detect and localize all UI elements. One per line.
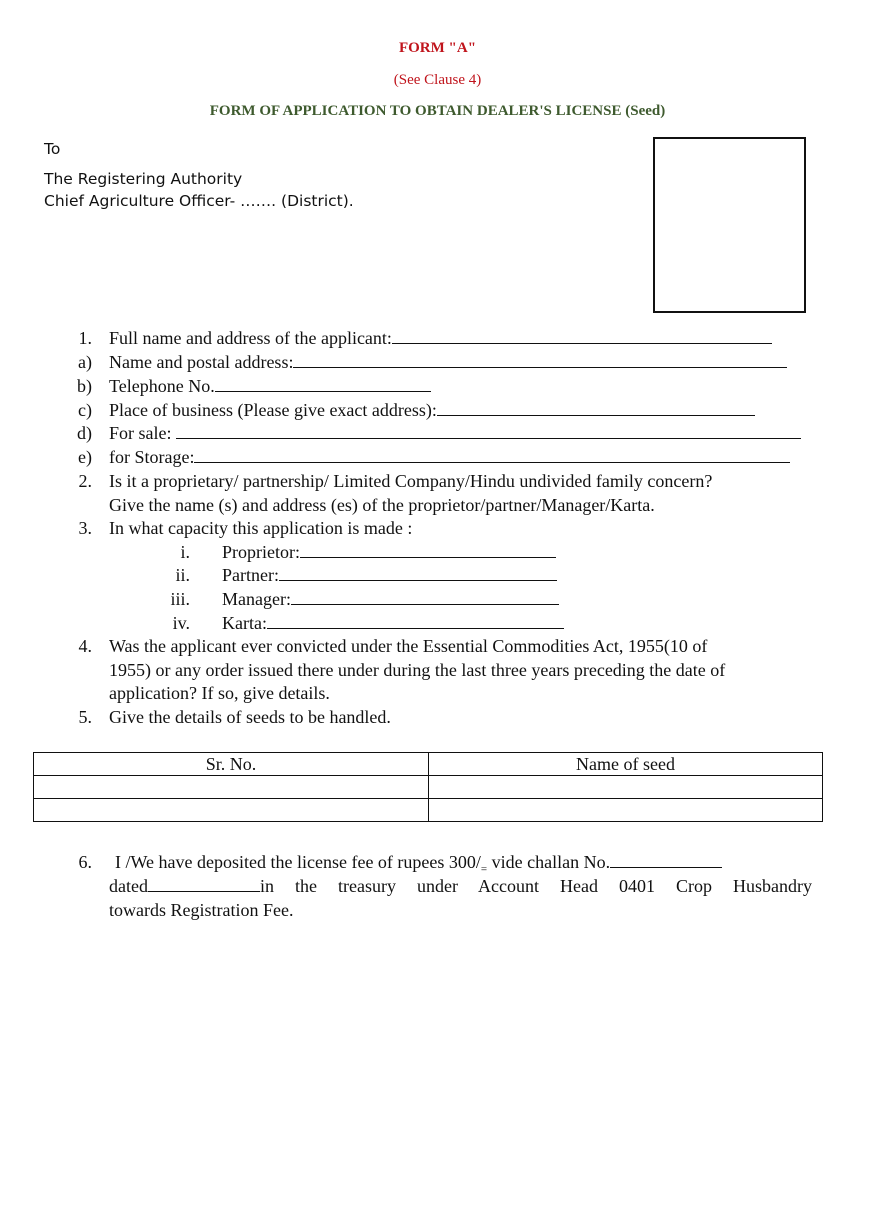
item-4-line1: Was the applicant ever convicted under the Essential Commodities Act, 1955(10 of <box>109 636 708 656</box>
item-4-line3: application? If so, give details. <box>109 683 330 703</box>
item-a-label: Name and postal address: <box>109 352 294 372</box>
photo-box <box>653 137 806 313</box>
telephone-field[interactable] <box>215 375 431 392</box>
challan-date-field[interactable] <box>148 875 260 892</box>
roman-numeral: iv. <box>172 613 190 633</box>
item-6-line3: towards Registration Fee. <box>109 900 294 920</box>
item-6-part2: vide challan No. <box>487 852 611 872</box>
place-of-business-field[interactable] <box>437 399 755 416</box>
form-title: FORM "A" <box>398 40 477 56</box>
applicant-name-field[interactable] <box>392 327 772 344</box>
address-to: To <box>44 140 61 158</box>
table-cell[interactable] <box>34 776 429 799</box>
item-number: e) <box>78 447 92 467</box>
item-e-label: for Storage: <box>109 447 195 467</box>
capacity-label: Partner: <box>222 565 279 585</box>
item-6-part1: I /We have deposited the license fee of rupees 300/ <box>115 852 481 872</box>
item-number: b) <box>77 376 92 396</box>
table-cell[interactable] <box>34 799 429 822</box>
form-heading-text: FORM OF APPLICATION TO OBTAIN DEALER'S LICENSE <box>209 103 622 119</box>
item-number: 6. <box>78 852 92 872</box>
item-number: 2. <box>78 471 92 491</box>
column-header-name-of-seed: Name of seed <box>429 753 823 776</box>
item-number: a) <box>78 352 92 372</box>
item-number: 5. <box>78 707 92 727</box>
item-b-label: Telephone No. <box>109 376 215 396</box>
clause-reference: (See Clause 4) <box>393 72 482 88</box>
item-6-sub: = <box>480 863 488 876</box>
item-1-label: Full name and address of the applicant: <box>109 328 392 348</box>
item-2-line1: Is it a proprietary/ partnership/ Limited Company/Hindu undivided family concern? <box>109 471 713 491</box>
for-storage-field[interactable] <box>194 446 790 463</box>
roman-numeral: ii. <box>175 565 190 585</box>
capacity-label: Karta: <box>222 613 267 633</box>
challan-number-field[interactable] <box>610 851 722 868</box>
item-3-label: In what capacity this application is made : <box>109 518 413 538</box>
item-number: 3. <box>78 518 92 538</box>
address-line1: The Registering Authority <box>44 170 243 188</box>
item-number: 4. <box>78 636 92 656</box>
partner-field[interactable] <box>279 564 557 581</box>
item-6-line2-text: in the treasury under Account Head 0401 Crop Husbandry <box>259 876 812 896</box>
item-5-label: Give the details of seeds to be handled. <box>109 707 391 727</box>
item-4-line2: 1955) or any order issued there under during the last three years preceding the date of <box>109 660 726 680</box>
dated-label: dated <box>109 876 148 896</box>
roman-numeral: iii. <box>170 589 190 609</box>
karta-field[interactable] <box>267 612 564 629</box>
capacity-label: Proprietor: <box>222 542 300 562</box>
item-6-line2 <box>109 875 812 899</box>
table-cell[interactable] <box>429 799 823 822</box>
item-number: c) <box>78 400 92 420</box>
item-number: d) <box>77 423 92 443</box>
seed-table <box>33 752 823 822</box>
table-row <box>34 776 823 799</box>
proprietor-field[interactable] <box>300 541 556 558</box>
form-heading <box>0 103 875 120</box>
postal-address-field[interactable] <box>293 351 787 368</box>
item-2-line2: Give the name (s) and address (es) of the proprietor/partner/Manager/Karta. <box>109 495 655 515</box>
address-line2: Chief Agriculture Officer- ……. (District). <box>44 192 354 210</box>
column-header-sr-no: Sr. No. <box>34 753 429 776</box>
table-row <box>34 799 823 822</box>
table-header-row <box>34 753 823 776</box>
table-cell[interactable] <box>429 776 823 799</box>
roman-numeral: i. <box>180 542 190 562</box>
manager-field[interactable] <box>291 588 559 605</box>
item-number: 1. <box>78 328 92 348</box>
for-sale-field[interactable] <box>176 422 801 439</box>
form-heading-suffix: (Seed) <box>625 103 666 119</box>
item-c-label: Place of business (Please give exact address): <box>109 400 437 420</box>
item-d-label: For sale: <box>109 423 172 443</box>
capacity-label: Manager: <box>222 589 291 609</box>
